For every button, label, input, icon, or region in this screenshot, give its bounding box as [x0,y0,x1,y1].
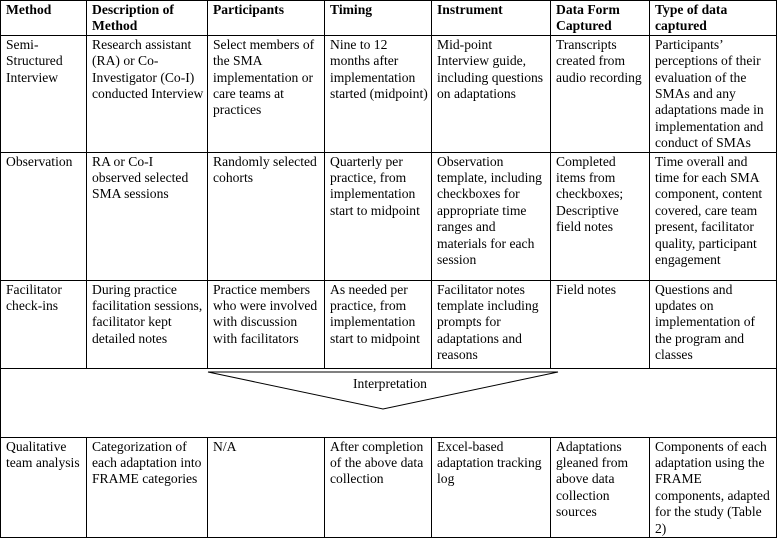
cell-data-type: Time overall and time for each SMA component, content covered, care team present, facilitator quality, participant engagement [650,152,777,280]
cell-timing: Quarterly per practice, from implementation start to midpoint [325,152,432,280]
cell-participants: Select members of the SMA implementation or care teams at practices [208,35,325,152]
interpretation-cell [1,368,777,437]
cell-data-form: Transcripts created from audio recording [551,35,650,152]
cell-data-form: Adaptations gleaned from above data collection sources [551,437,650,537]
cell-data-form: Completed items from checkboxes; Descriptive field notes [551,152,650,280]
header-description: Description of Method [87,1,208,36]
cell-instrument: Facilitator notes template including prompts for adaptations and reasons [432,280,551,368]
cell-instrument: Excel-based adaptation tracking log [432,437,551,537]
cell-instrument: Mid-point Interview guide, including questions on adaptations [432,35,551,152]
header-data-type: Type of data captured [650,1,777,36]
cell-participants: Randomly selected cohorts [208,152,325,280]
cell-description: Research assistant (RA) or Co-Investigator (Co-I) conducted Interview [87,35,208,152]
table-row [1,280,777,368]
interpretation-row [1,368,777,437]
header-timing: Timing [325,1,432,36]
cell-data-type: Questions and updates on implementation of the program and classes [650,280,777,368]
table-row [1,35,777,152]
header-row [1,1,777,36]
table-row [1,437,777,537]
cell-description: RA or Co-I observed selected SMA sessions [87,152,208,280]
cell-data-form: Field notes [551,280,650,368]
cell-method: Semi-Structured Interview [1,35,87,152]
cell-timing: As needed per practice, from implementation start to midpoint [325,280,432,368]
cell-participants: Practice members who were involved with discussion with facilitators [208,280,325,368]
header-participants: Participants [208,1,325,36]
cell-method: Qualitative team analysis [1,437,87,537]
interpretation-label: Interpretation [353,375,427,391]
cell-description: Categorization of each adaptation into FRAME categories [87,437,208,537]
header-method: Method [1,1,87,36]
header-data-form: Data Form Captured [551,1,650,36]
cell-description: During practice facilitation sessions, facilitator kept detailed notes [87,280,208,368]
cell-timing: Nine to 12 months after implementation started (midpoint) [325,35,432,152]
header-instrument: Instrument [432,1,551,36]
cell-instrument: Observation template, including checkboxes for appropriate time ranges and materials for each session [432,152,551,280]
table-row [1,152,777,280]
cell-data-type: Components of each adaptation using the FRAME components, adapted for the study (Table 2) [650,437,777,537]
cell-timing: After completion of the above data collection [325,437,432,537]
cell-method: Observation [1,152,87,280]
cell-participants: N/A [208,437,325,537]
cell-data-type: Participants’ perceptions of their evaluation of the SMAs and any adaptations made in implementation and conduct of SMAs [650,35,777,152]
cell-method: Facilitator check-ins [1,280,87,368]
